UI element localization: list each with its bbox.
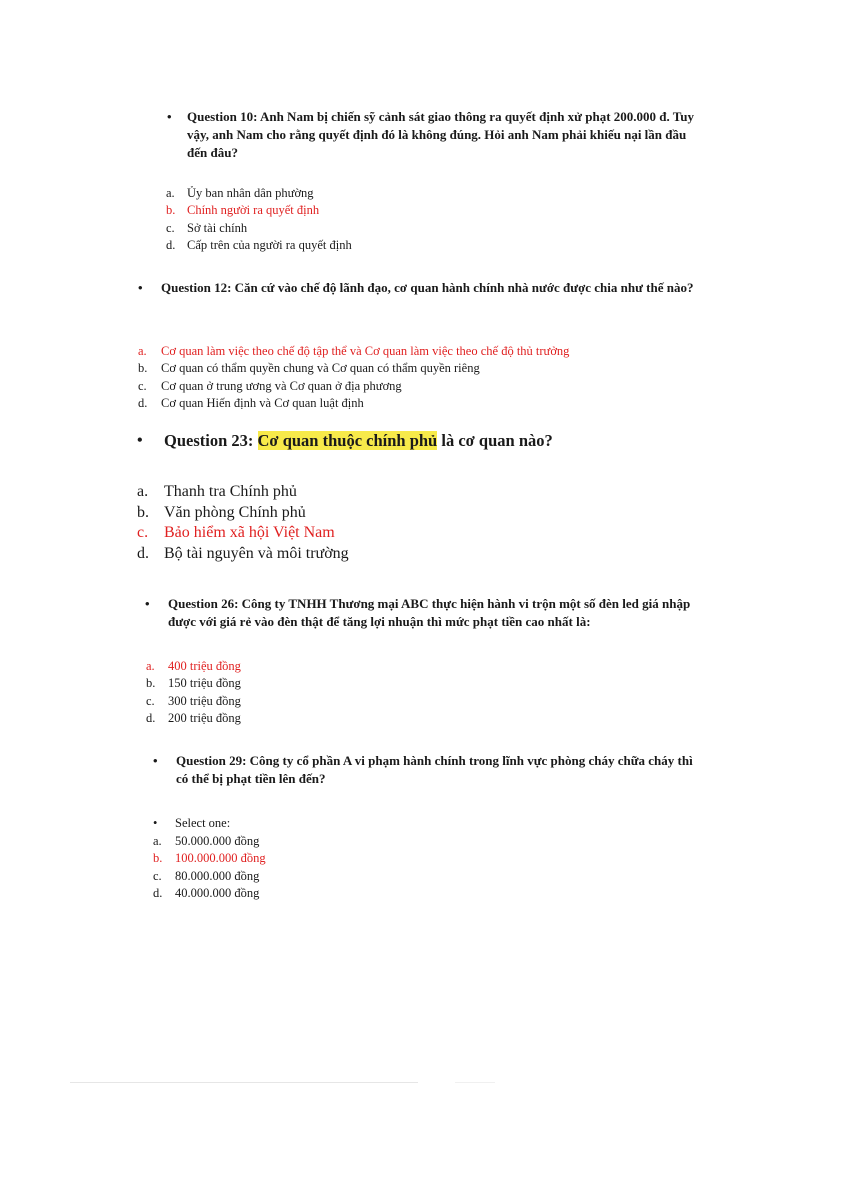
options-list-q10 [166, 185, 566, 254]
question-26 [145, 595, 705, 631]
option-c: c. Sở tài chính [166, 220, 248, 235]
option-c: c. 300 triệu đồng [146, 693, 241, 708]
question-23 [137, 430, 657, 452]
highlighted-text: Cơ quan thuộc chính phủ [257, 431, 438, 450]
option-a-correct: a. 400 triệu đồng [146, 659, 241, 673]
bullet-icon: • [153, 753, 158, 768]
question-12 [138, 279, 698, 297]
question-title: • Question 10: Anh Nam bị chiến sỹ cảnh sát giao thông ra quyết định xử phạt 200.000 đ. Tuy vậy, anh Nam cho rằng quyết định đó là không đúng. Hỏi anh Nam phải khiếu nại lần đầu đến đâu? [167, 109, 694, 160]
question-title: • Question 12: Căn cứ vào chế độ lãnh đạo, cơ quan hành chính nhà nước được chia như thế nào? [138, 280, 694, 295]
question-10 [167, 108, 707, 162]
options-list-q23 [137, 482, 537, 564]
footer-divider [70, 1082, 418, 1083]
option-b-correct: b. Chính người ra quyết định [166, 203, 320, 218]
option-d: d. Cấp trên của người ra quyết định [166, 237, 352, 252]
select-one-label: • Select one: [153, 815, 453, 832]
question-29 [153, 752, 693, 788]
bullet-icon: • [167, 109, 172, 124]
option-b: b. 150 triệu đồng [146, 676, 241, 691]
option-b-correct: b. 100.000.000 đồng [153, 851, 266, 866]
option-d: d. Bộ tài nguyên và môi trường [137, 544, 349, 562]
option-d: d. 40.000.000 đồng [153, 885, 260, 900]
option-a: a. 50.000.000 đồng [153, 834, 260, 848]
option-a: a. Thanh tra Chính phủ [137, 483, 297, 500]
option-c: c. Cơ quan ở trung ương và Cơ quan ở địa phương [138, 378, 402, 393]
question-title: • Question 26: Công ty TNHH Thương mại ABC thực hiện hành vi trộn một số đèn led giá nhập được với giá rẻ vào đèn thật để tăng lợi nhuận thì mức phạt tiền cao nhất là: [145, 596, 691, 629]
bullet-icon: • [138, 280, 143, 295]
option-c-correct: c. Bảo hiểm xã hội Việt Nam [137, 524, 335, 541]
options-list-q26 [146, 658, 446, 727]
question-title: • Question 29: Công ty cổ phần A vi phạm hành chính trong lĩnh vực phòng cháy chữa cháy thì có thể bị phạt tiền lên đến? [153, 753, 693, 786]
bullet-icon: • [153, 816, 158, 830]
option-b: b. Văn phòng Chính phủ [137, 503, 306, 521]
option-a-correct: a. Cơ quan làm việc theo chế độ tập thể và Cơ quan làm việc theo chế độ thủ trưởng [138, 344, 570, 358]
options-list-q29 [153, 833, 453, 902]
option-a: a. Ủy ban nhân dân phường [166, 186, 314, 200]
footer-divider-faint [455, 1082, 495, 1083]
option-d: d. 200 triệu đồng [146, 710, 241, 725]
option-d: d. Cơ quan Hiến định và Cơ quan luật định [138, 395, 364, 410]
options-list-q12 [138, 343, 658, 412]
option-b: b. Cơ quan có thẩm quyền chung và Cơ quan có thẩm quyền riêng [138, 361, 480, 376]
bullet-icon: • [137, 432, 143, 449]
bullet-icon: • [145, 596, 150, 611]
option-c: c. 80.000.000 đồng [153, 868, 260, 883]
question-title: • Question 23: Cơ quan thuộc chính phủ là cơ quan nào? [137, 431, 553, 450]
